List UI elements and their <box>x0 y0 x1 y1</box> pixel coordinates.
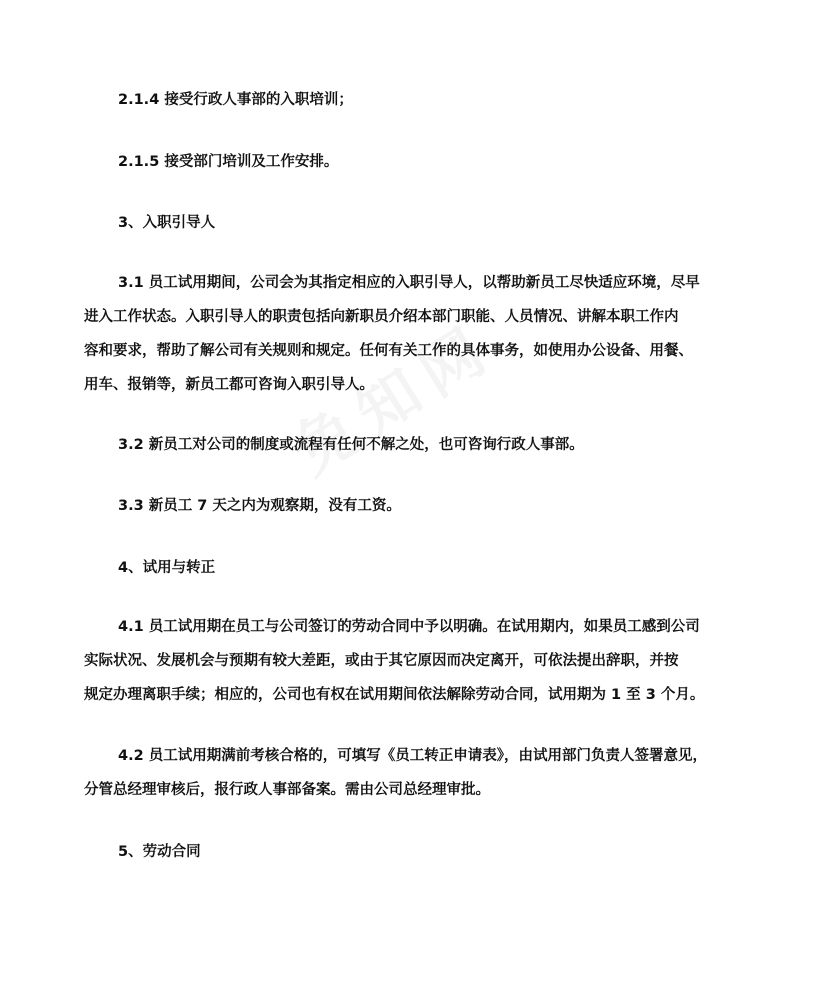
paragraph-3-1 <box>84 266 756 402</box>
section-heading-4: 4、试用与转正 <box>118 560 216 576</box>
paragraph-line: 3.1 员工试用期间，公司会为其指定相应的入职引导人，以帮助新员工尽快适应环境，尽早 <box>118 275 700 291</box>
paragraph-line: 用车、报销等，新员工都可咨询入职引导人。 <box>84 377 374 393</box>
clause-2-1-5: 2.1.5 接受部门培训及工作安排。 <box>118 154 339 170</box>
paragraph-line: 4.1 员工试用期在员工与公司签订的劳动合同中予以明确。在试用期内，如果员工感到公司 <box>118 619 700 635</box>
paragraph-line: 分管总经理审核后，报行政人事部备案。需由公司总经理审批。 <box>84 782 490 798</box>
clause-3-2: 3.2 新员工对公司的制度或流程有任何不解之处，也可咨询行政人事部。 <box>118 437 584 453</box>
paragraph-4-1 <box>84 610 756 712</box>
paragraph-line: 实际状况、发展机会与预期有较大差距，或由于其它原因而决定离开，可依法提出辞职，并按 <box>84 653 679 669</box>
clause-2-1-4: 2.1.4 接受行政人事部的入职培训； <box>118 92 353 108</box>
paragraph-line: 容和要求，帮助了解公司有关规则和规定。任何有关工作的具体事务，如使用办公设备、用餐、 <box>84 343 693 359</box>
paragraph-line: 进入工作状态。入职引导人的职责包括向新职员介绍本部门职能、人员情况、讲解本职工作内 <box>84 309 679 325</box>
paragraph-line: 4.2 员工试用期满前考核合格的，可填写《员工转正申请表》，由试用部门负责人签署意见， <box>118 748 707 764</box>
section-heading-3: 3、入职引导人 <box>118 215 216 231</box>
section-heading-5: 5、劳动合同 <box>118 844 201 860</box>
paragraph-4-2 <box>84 739 756 807</box>
paragraph-line: 规定办理离职手续；相应的，公司也有权在试用期间依法解除劳动合同，试用期为 1 至 3 个月。 <box>84 687 705 703</box>
clause-3-3: 3.3 新员工 7 天之内为观察期，没有工资。 <box>118 498 401 514</box>
